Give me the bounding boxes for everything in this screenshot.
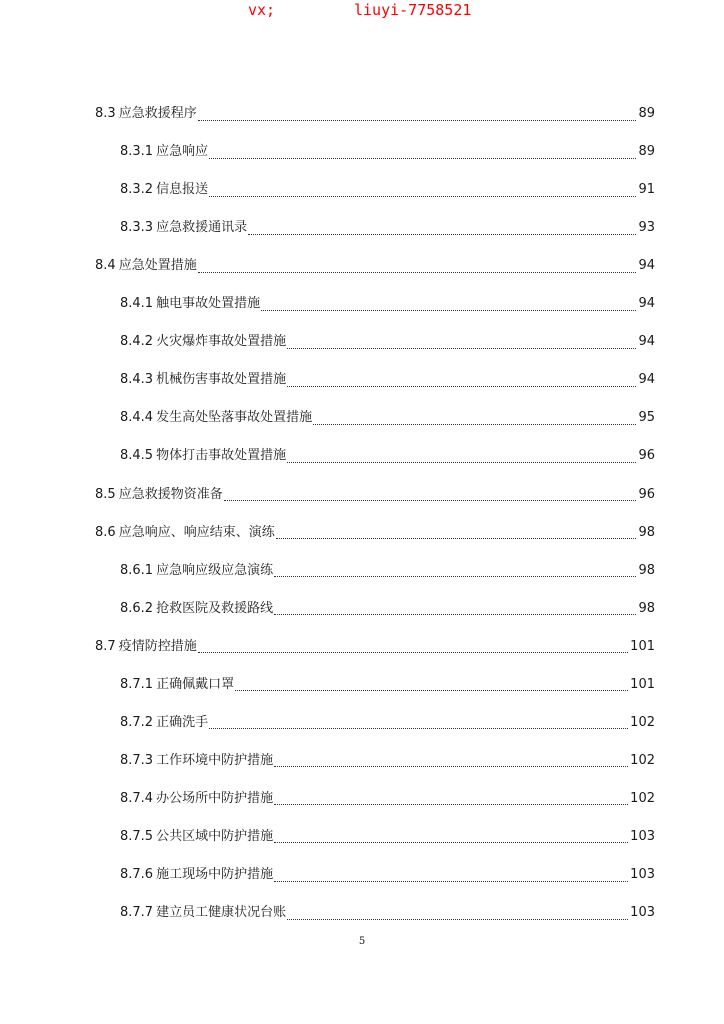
toc-entry[interactable] [95, 104, 655, 124]
watermark-right: liuyi-7758521 [354, 1, 472, 19]
toc-entry-title: 施工现场中防护措施 [156, 867, 274, 882]
toc-leader-dots [274, 842, 628, 843]
toc-entry[interactable] [120, 332, 655, 352]
toc-entry-title: 应急救援程序 [118, 106, 197, 121]
toc-leader-dots [198, 652, 628, 653]
toc-leader-dots [274, 881, 628, 882]
toc-leader-dots [287, 386, 636, 387]
toc-leader-dots [209, 196, 636, 197]
watermark [0, 0, 724, 22]
toc-entry[interactable] [120, 675, 655, 695]
toc-entry-title: 正确洗手 [156, 714, 209, 730]
toc-entry-title: 应急响应 [156, 144, 209, 160]
toc-leader-dots [287, 462, 636, 463]
toc-entry-title: 应急处置措施 [118, 258, 197, 274]
toc-leader-dots [261, 310, 636, 311]
toc-entry-page: 91 [638, 182, 655, 198]
toc-entry-number: 8.7.2 [120, 714, 154, 730]
toc-entry[interactable] [120, 294, 655, 314]
toc-entry[interactable] [120, 408, 655, 428]
toc-leader-dots [209, 728, 628, 729]
toc-entry-number: 8.4.1 [120, 296, 154, 312]
toc-entry-number: 8.3 [95, 106, 116, 121]
toc-entry-number: 8.6.1 [120, 562, 154, 578]
toc-entry[interactable] [120, 446, 655, 466]
toc-entry[interactable] [95, 256, 655, 276]
toc-entry[interactable] [120, 180, 655, 200]
toc-entry-page: 96 [638, 448, 655, 464]
toc-entry-title: 应急救援物资准备 [118, 486, 223, 502]
toc-entry[interactable] [120, 827, 655, 847]
toc-entry-title: 正确佩戴口罩 [156, 676, 235, 692]
toc-entry-page: 101 [630, 638, 655, 654]
toc-entry-title: 火灾爆炸事故处置措施 [156, 334, 287, 350]
toc-leader-dots [274, 576, 636, 577]
toc-entry-page: 94 [638, 334, 655, 350]
toc-leader-dots [235, 690, 628, 691]
toc-leader-dots [313, 424, 636, 425]
toc-leader-dots [224, 500, 637, 501]
toc-entry-page: 98 [638, 524, 655, 540]
toc-entry[interactable] [120, 561, 655, 581]
toc-entry-number: 8.4.3 [120, 372, 154, 388]
toc-entry[interactable] [120, 865, 655, 885]
toc-entry-number: 8.7.3 [120, 752, 154, 768]
toc-entry-number: 8.5 [95, 486, 116, 502]
toc-entry-number: 8.3.2 [120, 182, 154, 198]
toc-entry[interactable] [120, 370, 655, 390]
toc-entry[interactable] [95, 523, 655, 543]
toc-entry-page: 102 [630, 790, 655, 806]
toc-leader-dots [209, 158, 636, 159]
toc-leader-dots [287, 919, 628, 920]
page-number: 5 [358, 936, 366, 947]
toc-entry-title: 发生高处坠落事故处置措施 [156, 410, 313, 426]
toc-entry-number: 8.6.2 [120, 600, 154, 616]
toc-entry[interactable] [120, 142, 655, 162]
toc-leader-dots [248, 234, 636, 235]
toc-leader-dots [274, 614, 636, 615]
toc-entry-number: 8.4.2 [120, 334, 154, 350]
toc-entry-page: 94 [638, 372, 655, 388]
toc-entry-page: 94 [638, 296, 655, 312]
toc-entry-number: 8.4 [95, 258, 116, 274]
toc-entry-number: 8.3.1 [120, 144, 154, 160]
toc-entry-number: 8.6 [95, 524, 116, 540]
toc-entry-title: 公共区域中防护措施 [156, 828, 274, 844]
toc-leader-dots [274, 804, 628, 805]
toc-entry-title: 应急响应级应急演练 [156, 562, 274, 578]
toc-entry-page: 102 [630, 752, 655, 768]
toc-entry-page: 95 [638, 410, 655, 426]
toc-entry-number: 8.7.1 [120, 676, 154, 692]
toc-entry-title: 抢救医院及救援路线 [156, 600, 274, 616]
toc-entry-number: 8.7.4 [120, 790, 154, 806]
toc-entry-page: 103 [630, 867, 655, 882]
toc-entry-page: 93 [638, 220, 655, 236]
toc-entry-number: 8.7.6 [120, 867, 154, 882]
toc-entry-page: 89 [638, 144, 655, 160]
toc-entry-title: 物体打击事故处置措施 [156, 448, 287, 464]
toc-entry-title: 办公场所中防护措施 [156, 790, 274, 806]
toc-entry-number: 8.4.5 [120, 448, 154, 464]
toc-entry-title: 应急救援通讯录 [156, 220, 248, 236]
toc-leader-dots [287, 348, 636, 349]
toc-entry-page: 103 [630, 905, 655, 921]
toc-entry-page: 102 [630, 714, 655, 730]
toc-entry-title: 工作环境中防护措施 [156, 752, 274, 768]
toc-entry-title: 建立员工健康状况台账 [156, 905, 287, 921]
toc-entry-number: 8.3.3 [120, 220, 154, 236]
watermark-left: vx; [248, 1, 276, 19]
toc-entry-number: 8.7.7 [120, 905, 154, 921]
toc-leader-dots [198, 272, 637, 273]
toc-entry-title: 疫情防控措施 [118, 638, 197, 654]
toc-entry-number: 8.7 [95, 638, 116, 654]
toc-entry-page: 96 [638, 486, 655, 502]
toc-entry[interactable] [120, 903, 655, 923]
toc-entry[interactable] [120, 599, 655, 619]
toc-leader-dots [274, 766, 628, 767]
toc-entry[interactable] [120, 218, 655, 238]
toc-leader-dots [276, 538, 637, 539]
toc-entry-page: 98 [638, 600, 655, 616]
toc-entry[interactable] [120, 789, 655, 809]
toc-entry-title: 应急响应、响应结束、演练 [118, 524, 275, 540]
toc-entry[interactable] [120, 713, 655, 733]
toc-entry-number: 8.4.4 [120, 410, 154, 426]
toc-entry[interactable] [120, 751, 655, 771]
toc-entry-page: 103 [630, 828, 655, 844]
toc-entry-page: 94 [638, 258, 655, 274]
toc-entry-title: 触电事故处置措施 [156, 296, 261, 312]
toc-entry[interactable] [95, 637, 655, 657]
toc-entry[interactable] [95, 485, 655, 505]
toc-entry-title: 机械伤害事故处置措施 [156, 372, 287, 388]
toc-leader-dots [198, 120, 637, 121]
toc-entry-title: 信息报送 [156, 182, 209, 198]
toc-entry-page: 89 [638, 106, 655, 121]
toc-entry-page: 101 [630, 676, 655, 692]
toc-entry-page: 98 [638, 562, 655, 578]
toc-entry-number: 8.7.5 [120, 828, 154, 844]
